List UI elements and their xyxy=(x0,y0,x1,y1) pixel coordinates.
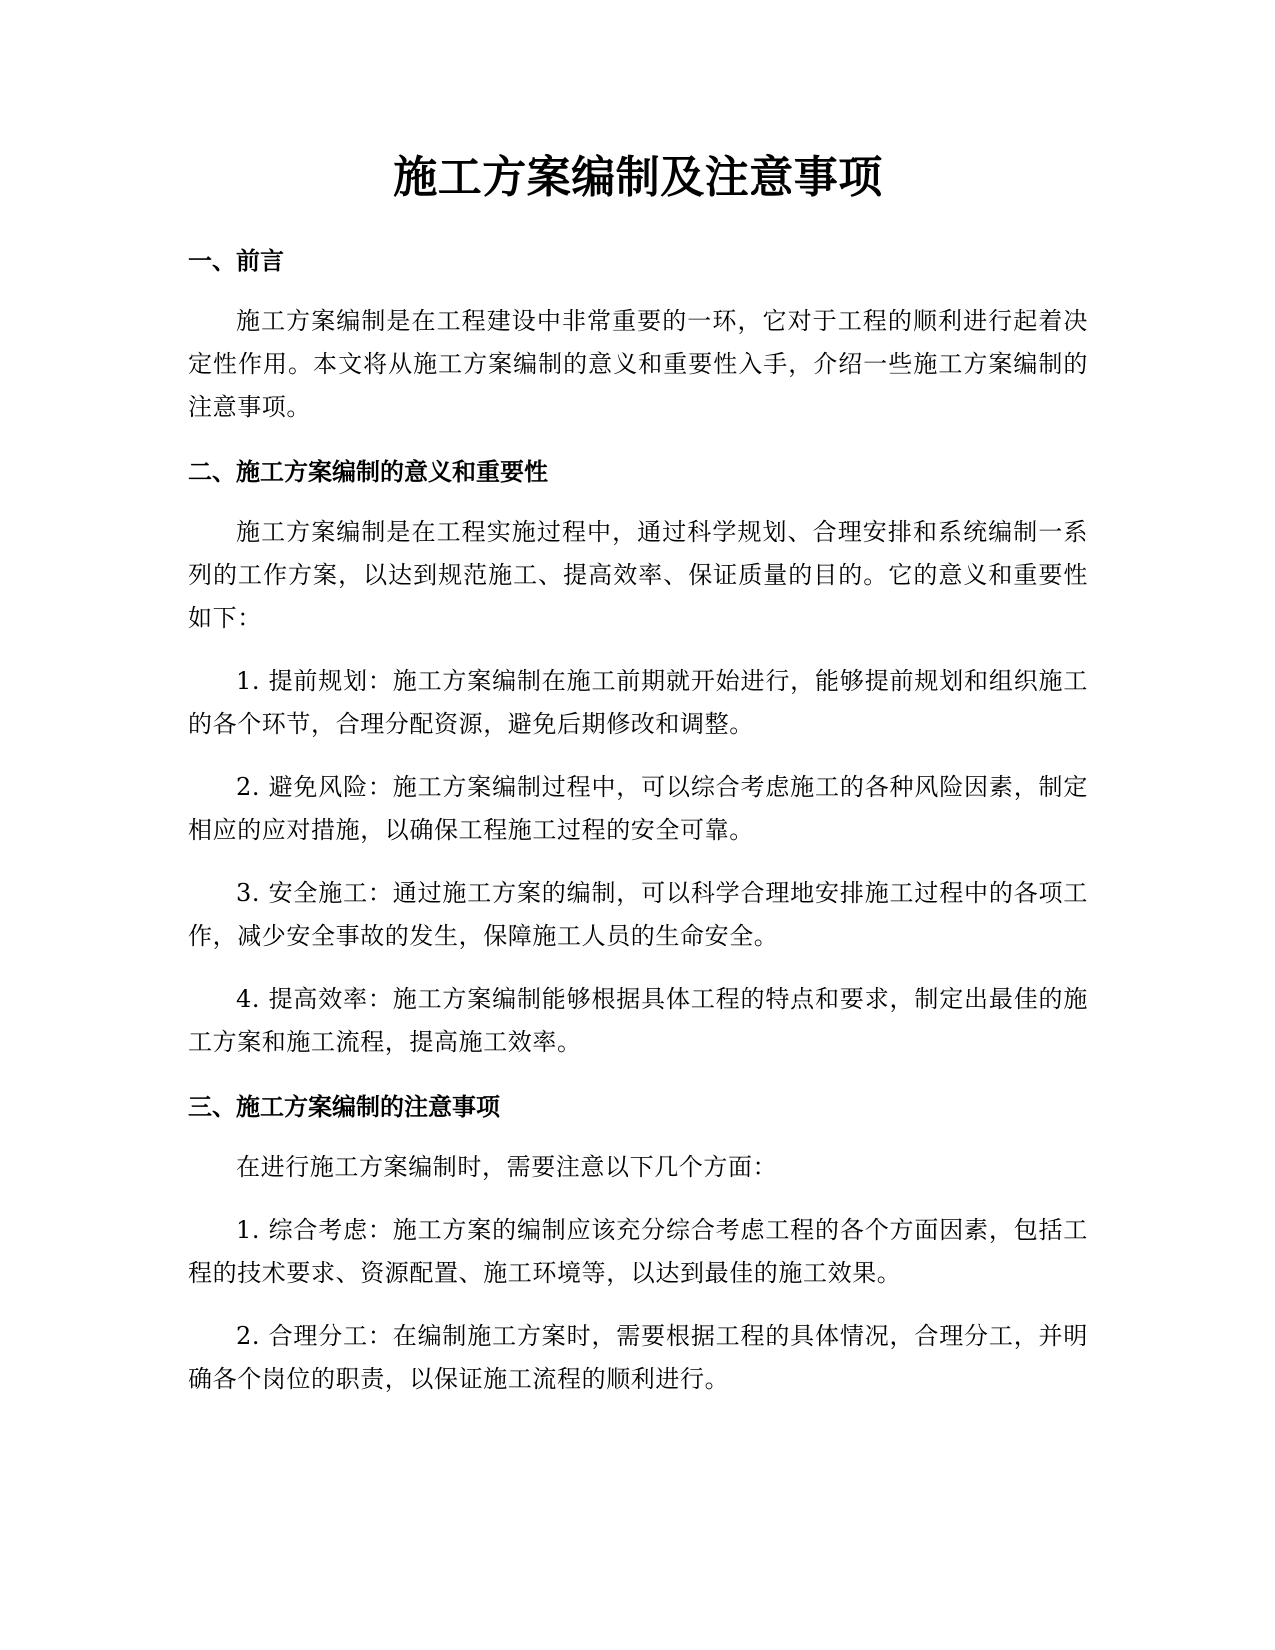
document-title: 施工方案编制及注意事项 xyxy=(393,152,883,203)
section-heading-significance: 二、施工方案编制的意义和重要性 xyxy=(188,458,548,486)
section-heading-preface: 一、前言 xyxy=(188,247,284,275)
document-body xyxy=(188,244,1088,1421)
list-item: 3. 安全施工：通过施工方案的编制，可以科学合理地安排施工过程中的各项工作，减少安全事故的发生，保障施工人员的生命安全。 xyxy=(188,879,1088,950)
list-item: 2. 避免风险：施工方案编制过程中，可以综合考虑施工的各种风险因素，制定相应的应对措施，以确保工程施工过程的安全可靠。 xyxy=(188,773,1088,844)
paragraph: 在进行施工方案编制时，需要注意以下几个方面： xyxy=(236,1153,778,1181)
list-item: 2. 合理分工：在编制施工方案时，需要根据工程的具体情况，合理分工，并明确各个岗位的职责，以保证施工流程的顺利进行。 xyxy=(188,1322,1088,1393)
section-heading-notes: 三、施工方案编制的注意事项 xyxy=(188,1093,500,1121)
paragraph: 施工方案编制是在工程实施过程中，通过科学规划、合理安排和系统编制一系列的工作方案，以达到规范施工、提高效率、保证质量的目的。它的意义和重要性如下： xyxy=(188,518,1088,632)
list-item: 1. 提前规划：施工方案编制在施工前期就开始进行，能够提前规划和组织施工的各个环节，合理分配资源，避免后期修改和调整。 xyxy=(188,667,1088,738)
paragraph: 施工方案编制是在工程建设中非常重要的一环，它对于工程的顺利进行起着决定性作用。本文将从施工方案编制的意义和重要性入手，介绍一些施工方案编制的注意事项。 xyxy=(188,307,1088,421)
list-item: 1. 综合考虑：施工方案的编制应该充分综合考虑工程的各个方面因素，包括工程的技术要求、资源配置、施工环境等，以达到最佳的施工效果。 xyxy=(188,1216,1088,1287)
list-item: 4. 提高效率：施工方案编制能够根据具体工程的特点和要求，制定出最佳的施工方案和施工流程，提高施工效率。 xyxy=(188,985,1088,1056)
